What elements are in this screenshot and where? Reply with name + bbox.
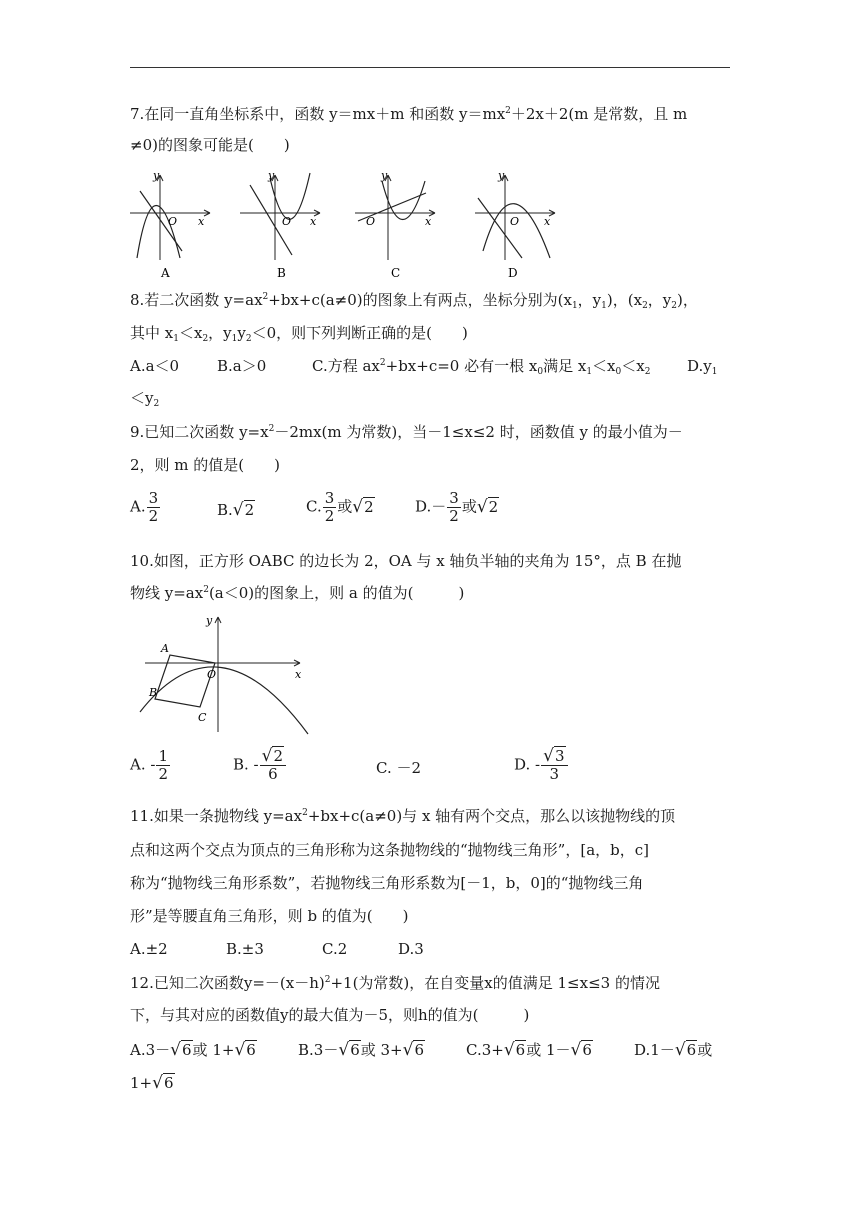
q8-line1: 8.若二次函数 $y=ax^2+bx+c(a\ne 0)$的图象上有两点，坐标分别为($x_1$，$y_1$)，($x_2$，$y_2$)， (130, 291, 698, 311)
svg-text:O: O (282, 215, 292, 228)
svg-text:O: O (168, 215, 178, 228)
svg-text:x: x (544, 215, 551, 228)
svg-text:O: O (207, 668, 217, 681)
q9-option-c: C. $\frac{3}{2}$ 或√2 (306, 489, 374, 525)
top-rule (130, 67, 730, 68)
q11-line4: 形”是等腰直角三角形，则 b 的值为( ) (130, 907, 409, 925)
q11-option-d: D.3 (398, 940, 424, 958)
q11-option-b: B.±3 (226, 940, 264, 958)
q7-line2: ≠0)的图象可能是( ) (130, 136, 290, 154)
svg-text:A: A (161, 266, 170, 280)
q12-line1: 12.已知二次函数$y=-(x-h)^2+1$(为常数)，在自变量x的值满足 1≤x≤3 的情况 (130, 974, 660, 992)
q12-line2: 下，与其对应的函数值y的最大值为－5，则h的值为( ) (130, 1006, 530, 1024)
q9-line2: 2，则 m 的值是( ) (130, 456, 281, 474)
svg-text:C: C (198, 711, 207, 724)
svg-text:y: y (268, 169, 275, 182)
q12-option-a: A.3－√6或 1+√6 (130, 1040, 256, 1060)
q12-option-b: B.3－√6或 3+√6 (298, 1040, 425, 1060)
svg-text:O: O (510, 215, 520, 228)
q9-option-a: A. $\frac{3}{2}$ (130, 489, 159, 525)
q10-figure (130, 612, 310, 737)
svg-text:A: A (161, 642, 169, 655)
q7-figure-c (355, 169, 435, 280)
q7-figure-d (475, 169, 555, 280)
svg-text:B: B (149, 686, 158, 699)
q11-line1: 11.如果一条抛物线 $y=ax^2+bx+c(a\ne 0)$与 x 轴有两个交点，那么以该抛物线的顶 (130, 807, 676, 825)
q10-option-a: A. - $\frac{1}{2}$ (130, 747, 168, 783)
q8-option-b: B.a＞0 (217, 357, 267, 375)
q9-line1: 9.已知二次函数 $y=x^2-2mx(m$ 为常数)，当－1≤x≤2 时，函数值 y 的最小值为－ (130, 423, 683, 441)
q11-line3: 称为“抛物线三角形系数”，若抛物线三角形系数为[－1，b，0]的“抛物线三角 (130, 874, 644, 892)
svg-text:x: x (198, 215, 205, 228)
q11-option-c: C.2 (322, 940, 348, 958)
q10-option-b: B. - $\frac{√2}{6}$ (233, 748, 287, 783)
svg-text:O: O (366, 215, 376, 228)
q9-option-d: D.－ $\frac{3}{2}$ 或√2 (415, 489, 499, 525)
q11-line2: 点和这两个交点为顶点的三角形称为这条抛物线的“抛物线三角形”，[a，b，c] (130, 841, 649, 859)
q12-option-d: D.1－√6或 (634, 1040, 713, 1060)
q10-line1: 10.如图，正方形 OABC 的边长为 2，OA 与 x 轴负半轴的夹角为 15°，点 B 在抛 (130, 552, 682, 570)
q10-line2: 物线 $y=ax^2(a<0)$的图象上，则 a 的值为( ) (130, 584, 465, 602)
svg-text:y: y (381, 169, 388, 182)
q10-option-c: C. －2 (376, 759, 422, 777)
svg-text:x: x (310, 215, 317, 228)
q7-figure-a (130, 169, 210, 280)
q7-line1: 7.在同一直角坐标系中，函数 y＝mx＋m 和函数 $y=mx^2+2x+2(m$ 是常数，且 m (130, 105, 688, 123)
q12-line4: 1+√6 (130, 1073, 174, 1093)
q11-option-a: A.±2 (130, 940, 168, 958)
svg-text:B: B (277, 266, 286, 280)
q7-figure-b (240, 169, 320, 280)
q10-option-d: D. - $\frac{√3}{3}$ (514, 748, 569, 783)
svg-text:y: y (153, 169, 160, 182)
svg-text:C: C (391, 266, 401, 280)
svg-text:x: x (295, 668, 302, 681)
q8-line4: $<y_2$ (130, 389, 160, 409)
svg-text:x: x (425, 215, 432, 228)
q7-figures (120, 163, 560, 283)
q8-option-a: A.a＜0 (130, 357, 180, 375)
svg-text:y: y (498, 169, 505, 182)
q12-option-c: C.3+√6或 1－√6 (466, 1040, 592, 1060)
svg-text:y: y (206, 614, 213, 627)
q9-option-b: B.√2 (217, 500, 255, 520)
q8-option-d: $D.y_1$ (687, 357, 718, 377)
q8-option-c: C.方程 $ax^2+bx+c=0$ 必有一根 $x_0$满足 $x_1<x_0<x_2$ (312, 357, 651, 377)
q8-line2: 其中 $x_1<x_2$，$y_1y_2<0$，则下列判断正确的是( ) (130, 324, 468, 344)
svg-text:D: D (508, 266, 518, 280)
